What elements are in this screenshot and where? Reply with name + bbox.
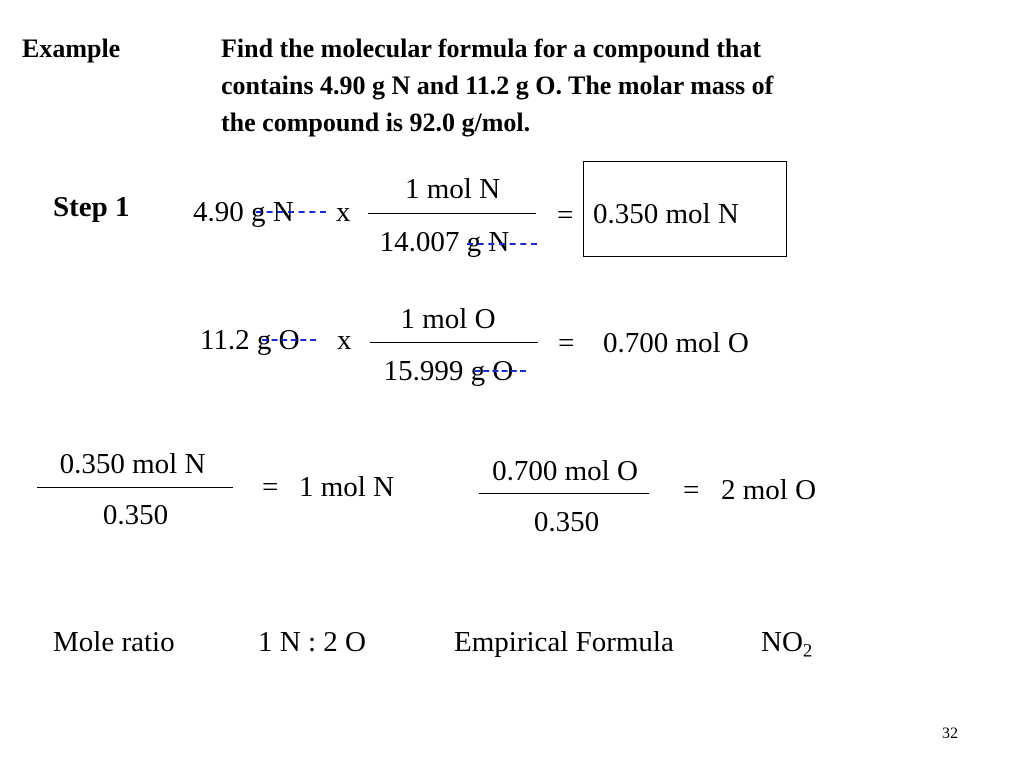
slide-number: 32 xyxy=(942,725,958,742)
empirical-formula-value xyxy=(761,626,813,662)
empirical-formula-label: Empirical Formula xyxy=(454,626,674,658)
o-div-equals-sign: = xyxy=(683,474,700,506)
o-fraction-bar xyxy=(370,342,538,343)
o-result: 0.700 mol O xyxy=(603,327,749,359)
example-label: Example xyxy=(22,34,121,63)
n-div-denominator: 0.350 xyxy=(102,499,169,531)
n-fraction-bar xyxy=(368,213,536,214)
n-given-mass: 4.90 g N xyxy=(193,196,294,228)
n-denominator-cancel-mark xyxy=(467,243,537,245)
problem-line-3: the compound is 92.0 g/mol. xyxy=(221,108,531,137)
o-given-mass: 11.2 g O xyxy=(200,324,300,356)
n-div-equals-sign: = xyxy=(262,471,279,503)
n-result: 0.350 mol N xyxy=(593,198,739,230)
o-div-result: 2 mol O xyxy=(721,474,817,506)
o-fraction-numerator: 1 mol O xyxy=(400,303,496,335)
o-equals-sign: = xyxy=(558,327,575,359)
formula-subscript: 2 xyxy=(802,640,813,662)
o-denominator-cancel-mark xyxy=(474,370,526,372)
n-div-result: 1 mol N xyxy=(299,471,395,503)
n-div-numerator: 0.350 mol N xyxy=(59,448,206,480)
problem-line-2: contains 4.90 g N and 11.2 g O. The molar mass of xyxy=(221,71,774,100)
n-fraction-denominator: 14.007 g N xyxy=(379,226,510,258)
problem-line-1: Find the molecular formula for a compound that xyxy=(221,34,761,63)
o-div-bar xyxy=(479,493,649,494)
o-fraction-denominator: 15.999 g O xyxy=(383,355,514,387)
o-div-numerator: 0.700 mol O xyxy=(492,455,638,487)
mole-ratio-value: 1 N : 2 O xyxy=(258,626,366,658)
n-fraction-numerator: 1 mol N xyxy=(404,173,501,205)
o-div-denominator: 0.350 xyxy=(533,506,600,538)
mole-ratio-label: Mole ratio xyxy=(53,626,175,658)
n-div-bar xyxy=(37,487,233,488)
n-given-cancel-mark xyxy=(256,211,326,213)
step1-label: Step 1 xyxy=(53,191,130,223)
n-times-sign: x xyxy=(336,196,351,228)
formula-base: NO xyxy=(761,626,803,658)
o-given-cancel-mark xyxy=(262,339,316,341)
n-equals-sign: = xyxy=(557,199,574,231)
o-times-sign: x xyxy=(337,324,352,356)
